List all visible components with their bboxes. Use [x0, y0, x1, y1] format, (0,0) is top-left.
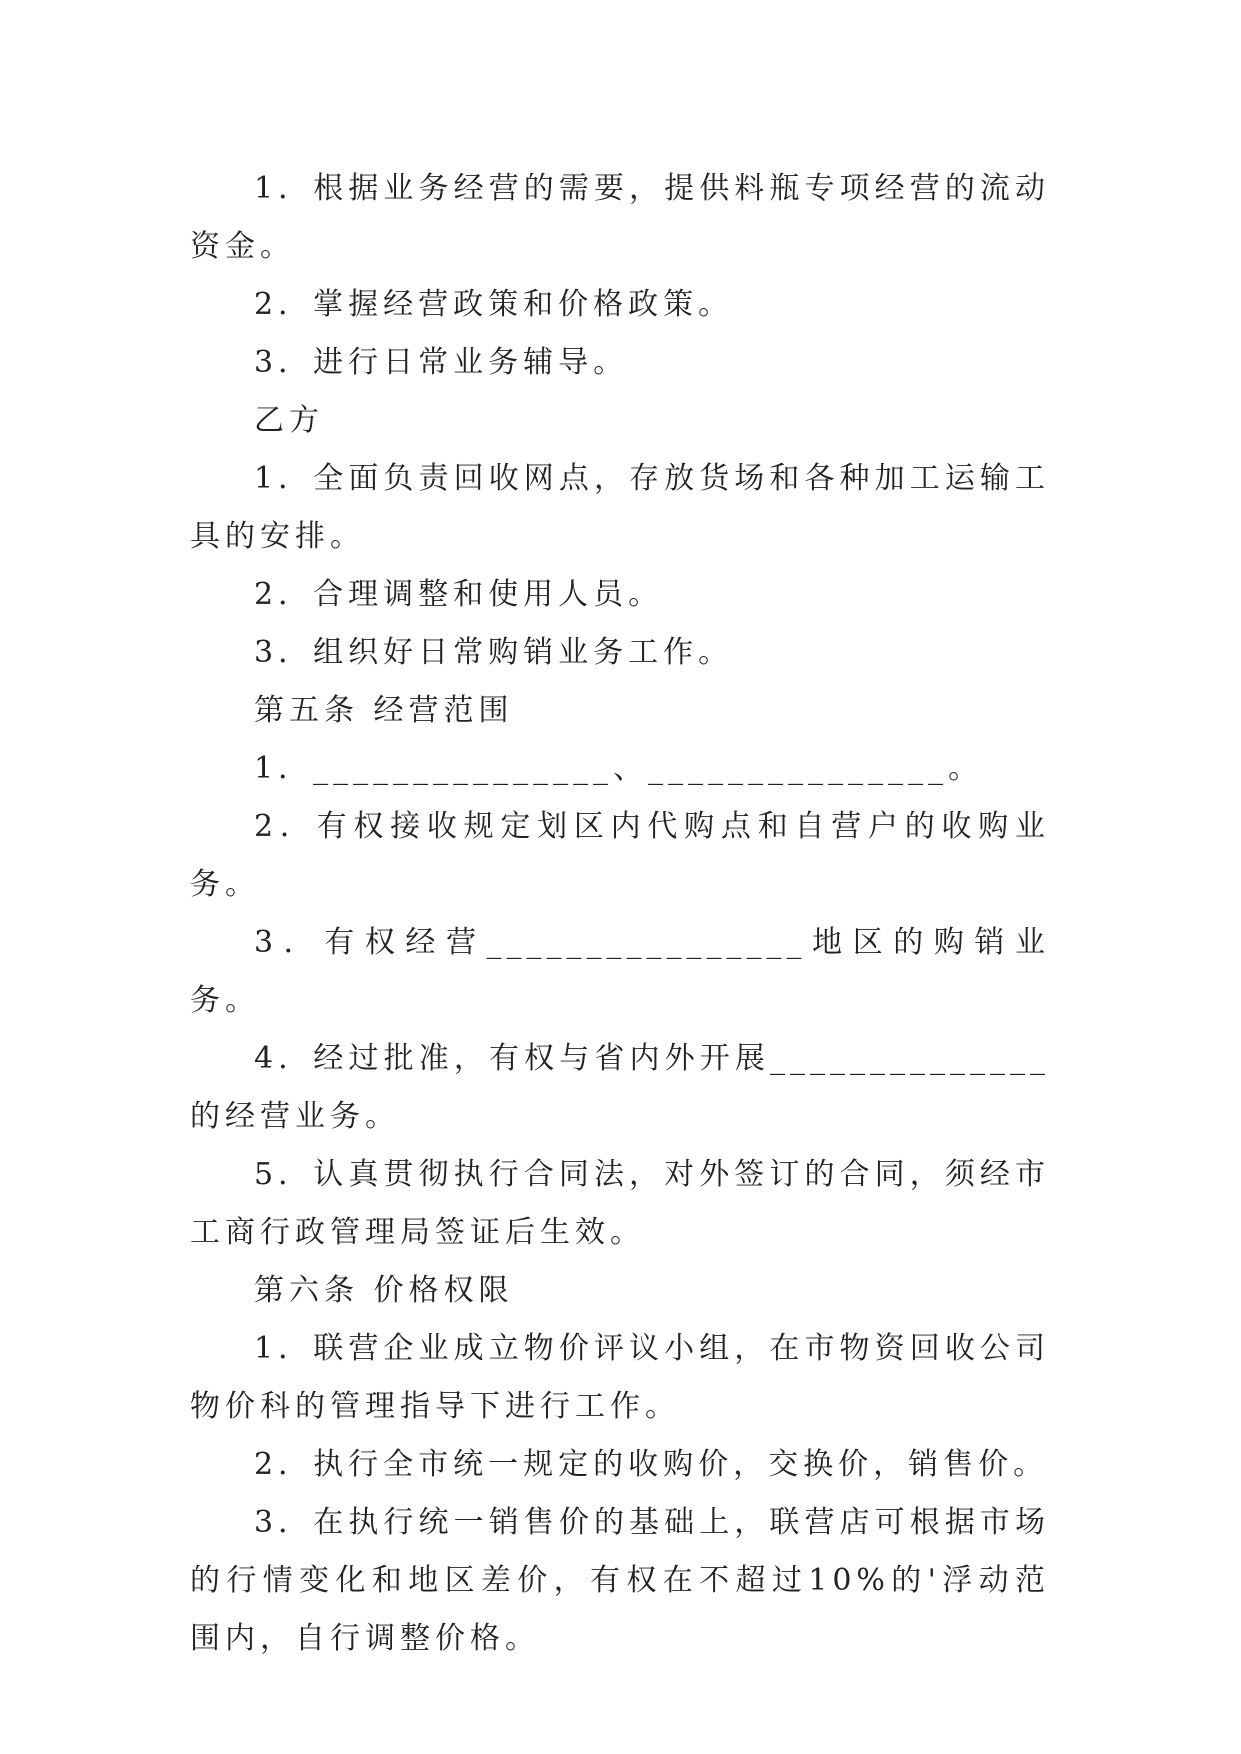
- document-body: [190, 160, 1050, 1668]
- paragraph-contract-law: 5．认真贯彻执行合同法，对外签订的合同，须经市工商行政管理局签证后生效。: [190, 1157, 1050, 1250]
- paragraph-scope-region: 3．有权经营________________地区的购销业务。: [190, 925, 1050, 1018]
- party-b-heading: 乙方: [254, 403, 324, 438]
- paragraph-scope-blanks: 1．_______________、_______________。: [254, 751, 984, 786]
- paragraph-scope-purchase: 2．有权接收规定划区内代购点和自营户的收购业务。: [190, 809, 1050, 902]
- paragraph-unified-price: 2．执行全市统一规定的收购价，交换价，销售价。: [254, 1447, 1049, 1482]
- article-6-heading: 第六条 价格权限: [254, 1273, 514, 1308]
- paragraph-scope-approval: 4．经过批准，有权与省内外开展______________的经营业务。: [190, 1041, 1050, 1134]
- paragraph-price-group: 1．联营企业成立物价评议小组，在市物资回收公司物价科的管理指导下进行工作。: [190, 1331, 1050, 1424]
- paragraph-price-adjust: 3．在执行统一销售价的基础上，联营店可根据市场的行情变化和地区差价，有权在不超过10%的'浮动范围内，自行调整价格。: [190, 1505, 1050, 1656]
- paragraph-staff: 2．合理调整和使用人员。: [254, 577, 664, 612]
- paragraph-daily-work: 3．组织好日常购销业务工作。: [254, 635, 734, 670]
- paragraph-funding: 1．根据业务经营的需要，提供料瓶专项经营的流动资金。: [190, 171, 1050, 264]
- paragraph-network: 1．全面负责回收网点，存放货场和各种加工运输工具的安排。: [190, 461, 1050, 554]
- paragraph-policy: 2．掌握经营政策和价格政策。: [254, 287, 734, 322]
- paragraph-guidance: 3．进行日常业务辅导。: [254, 345, 629, 380]
- article-5-heading: 第五条 经营范围: [254, 693, 514, 728]
